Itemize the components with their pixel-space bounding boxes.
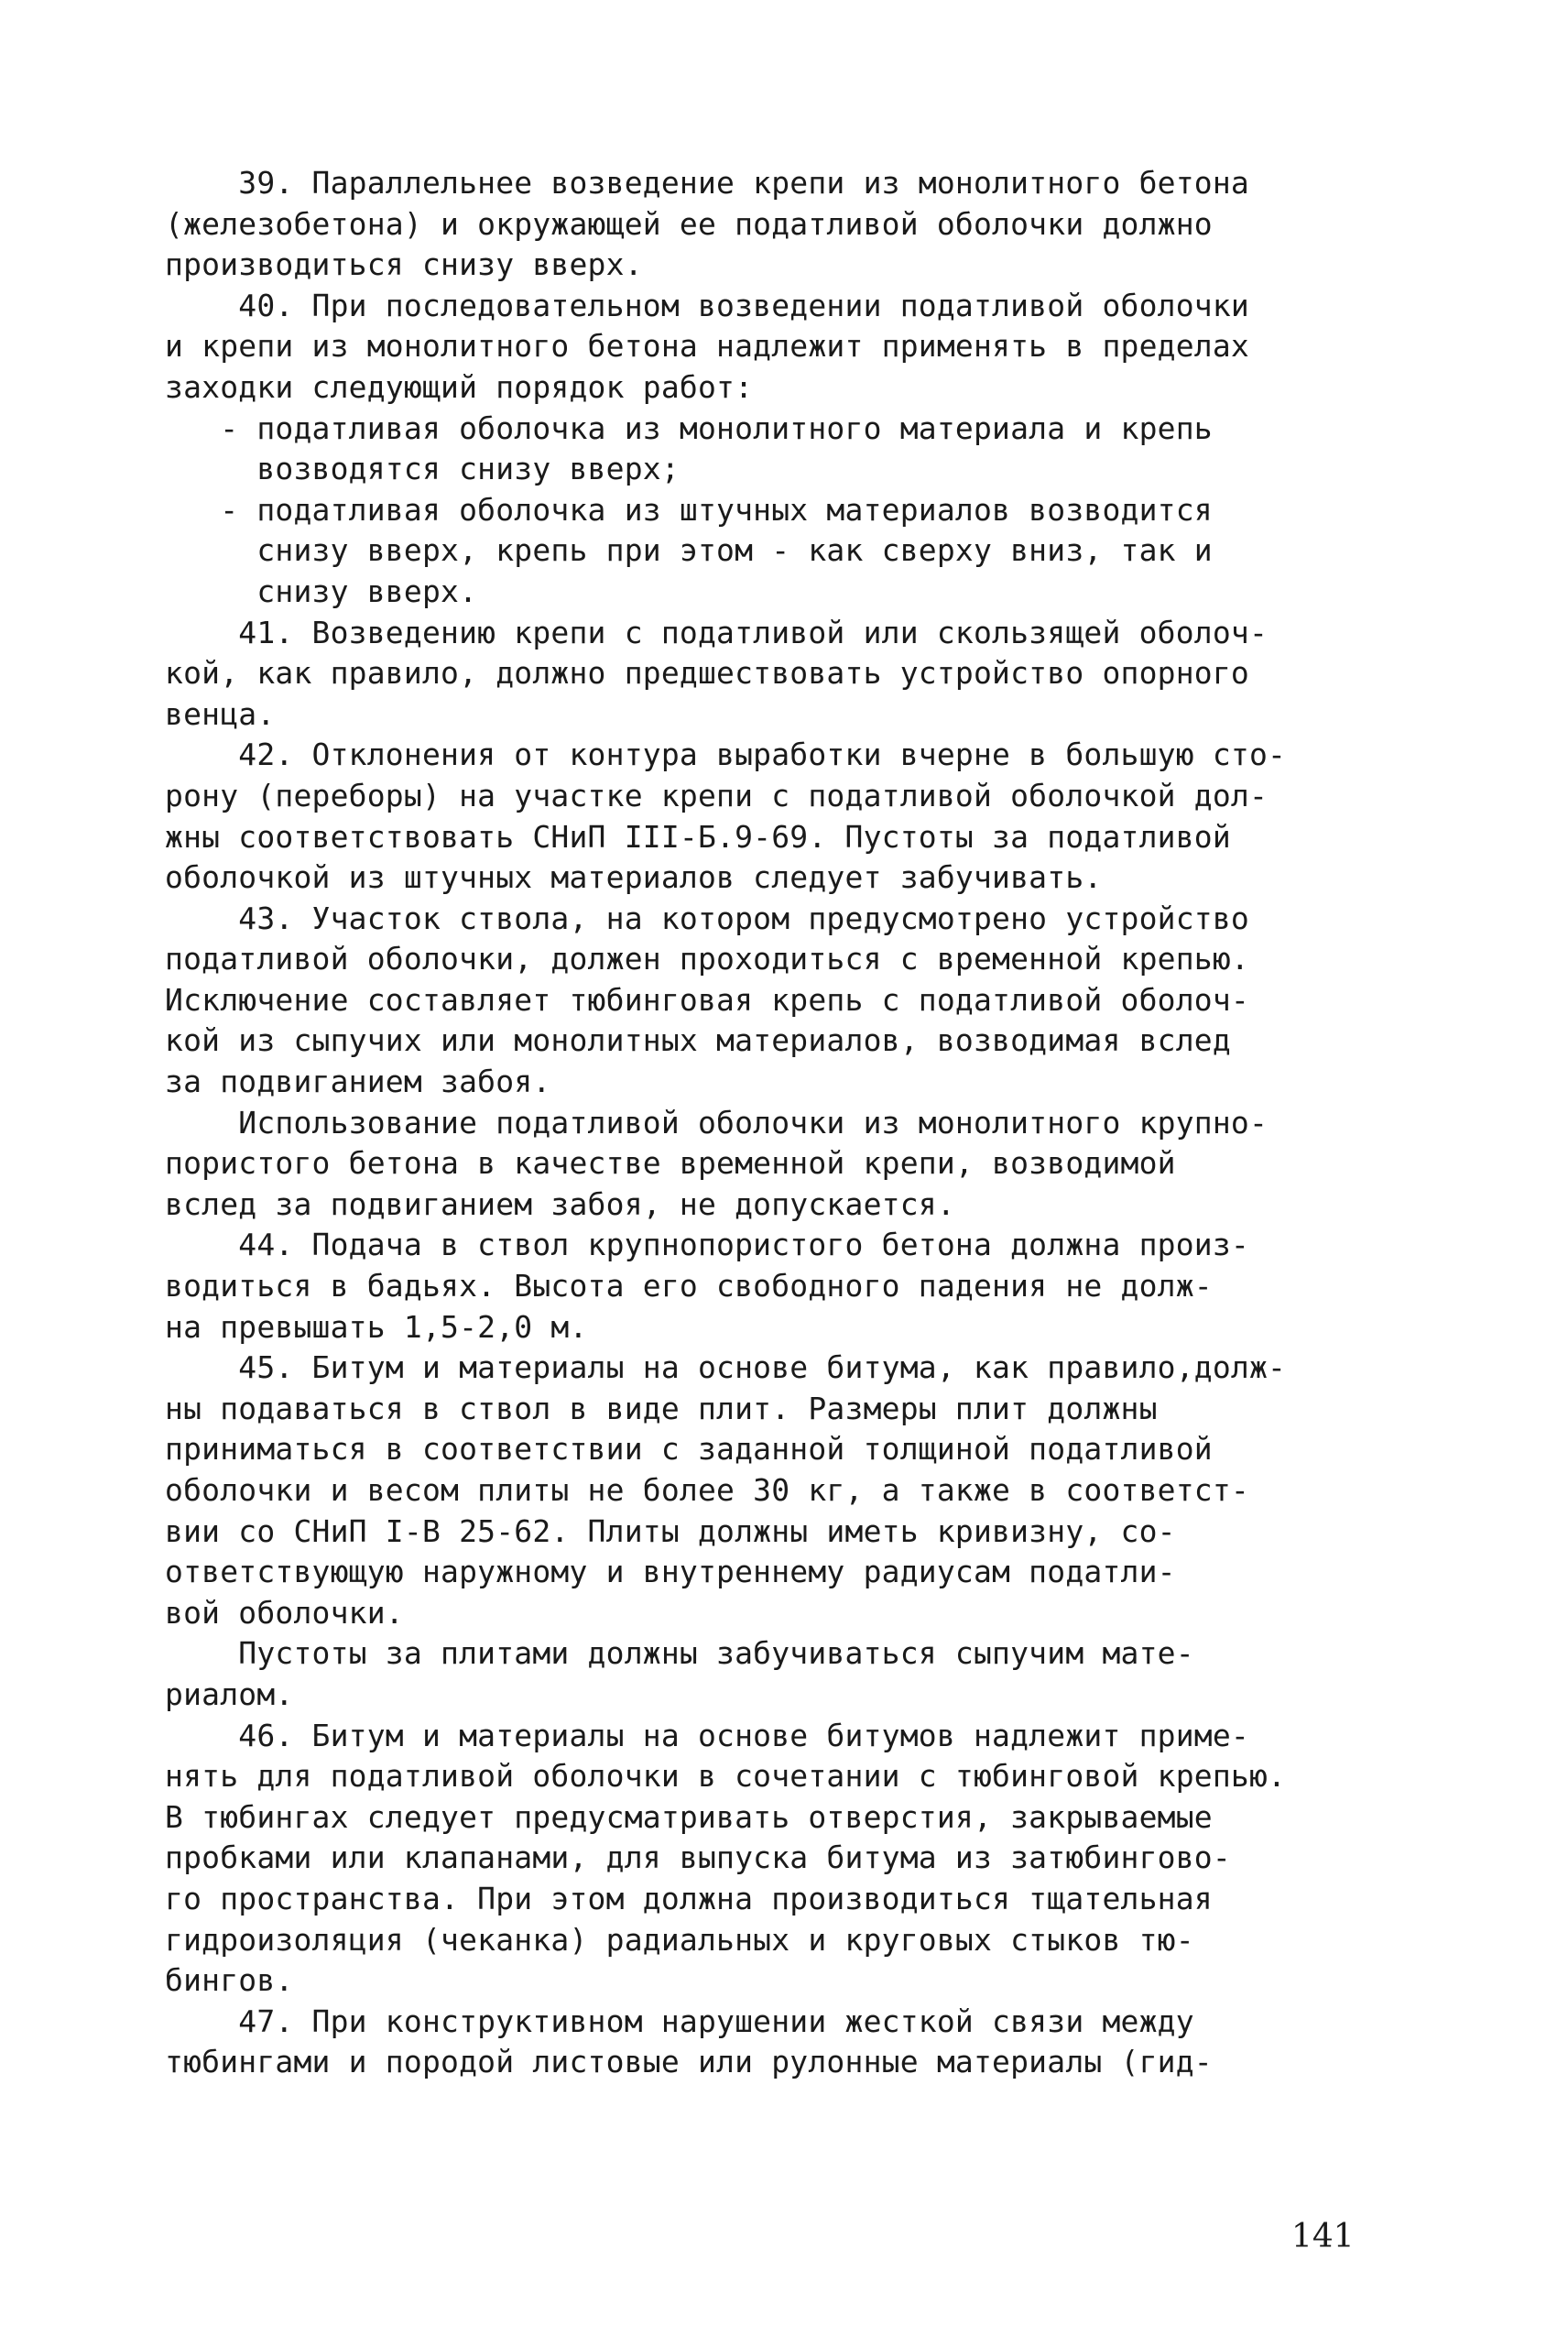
text-line: - податливая оболочка из штучных материалов возводится xyxy=(165,491,1213,528)
text-line: водиться в бадьях. Высота его свободного падения не долж- xyxy=(165,1268,1213,1304)
text-line: кой, как правило, должно предшествовать устройство опорного xyxy=(165,655,1249,692)
text-line: бингов. xyxy=(165,1962,294,1999)
text-line: 43. Участок ствола, на котором предусмотрено устройство xyxy=(165,900,1249,936)
text-line: тюбингами и породой листовые или рулонные материалы (гид- xyxy=(165,2044,1213,2080)
text-line: 42. Отклонения от контура выработки вчерне в большую сто- xyxy=(165,737,1287,773)
text-line: и крепи из монолитного бетона надлежит применять в пределах xyxy=(165,328,1249,365)
text-line: вслед за подвиганием забоя, не допускается. xyxy=(165,1185,955,1222)
text-line: В тюбингах следует предусматривать отверстия, закрываемые xyxy=(165,1798,1213,1835)
text-line: 45. Битум и материалы на основе битума, как правило,долж- xyxy=(165,1349,1287,1386)
text-line: (железобетона) и окружающей ее податливой оболочки должно xyxy=(165,205,1213,242)
text-line: оболочкой из штучных материалов следует забучивать. xyxy=(165,859,1103,896)
text-line: заходки следующий порядок работ: xyxy=(165,368,754,405)
text-line: на превышать 1,5-2,0 м. xyxy=(165,1308,588,1345)
text-line: возводятся снизу вверх; xyxy=(165,451,680,487)
text-line: кой из сыпучих или монолитных материалов, возводимая вслед xyxy=(165,1022,1231,1059)
text-line: вии со СНиП I-В 25-62. Плиты должны иметь кривизну, со- xyxy=(165,1512,1176,1549)
text-line: рону (переборы) на участке крепи с податливой оболочкой дол- xyxy=(165,777,1269,813)
text-line: гидроизоляция (чеканка) радиальных и круговых стыков тю- xyxy=(165,1921,1194,1958)
text-line: го пространства. При этом должна производиться тщательная xyxy=(165,1880,1213,1916)
text-line: Использование податливой оболочки из монолитного крупно- xyxy=(165,1104,1269,1141)
text-line: риалом. xyxy=(165,1676,294,1712)
text-line: пористого бетона в качестве временной крепи, возводимой xyxy=(165,1145,1176,1182)
text-line: 39. Параллельнее возведение крепи из монолитного бетона xyxy=(165,165,1249,201)
text-line: пробками или клапанами, для выпуска битума из затюбингово- xyxy=(165,1839,1231,1876)
text-line: производиться снизу вверх. xyxy=(165,246,643,283)
text-line: податливой оболочки, должен проходиться с временной крепью. xyxy=(165,941,1249,977)
text-line: 41. Возведению крепи с податливой или скользящей оболоч- xyxy=(165,614,1269,650)
text-line: оболочки и весом плиты не более 30 кг, а также в соответст- xyxy=(165,1472,1249,1508)
text-line: снизу вверх, крепь при этом - как сверху вниз, так и xyxy=(165,532,1213,569)
text-line: ны подаваться в ствол в виде плит. Размеры плит должны xyxy=(165,1390,1158,1426)
text-line: венца. xyxy=(165,695,276,732)
page-number: 141 xyxy=(1291,2218,1355,2255)
text-line: жны соответствовать СНиП III-Б.9-69. Пустоты за податливой xyxy=(165,818,1231,855)
body-text xyxy=(165,163,1447,2083)
text-line: нять для податливой оболочки в сочетании с тюбинговой крепью. xyxy=(165,1758,1287,1795)
text-line: 40. При последовательном возведении податливой оболочки xyxy=(165,287,1249,323)
text-line: ответствующую наружному и внутреннему радиусам податли- xyxy=(165,1554,1176,1590)
text-line: Исключение составляет тюбинговая крепь с податливой оболоч- xyxy=(165,981,1249,1018)
text-line: вой оболочки. xyxy=(165,1594,404,1631)
text-line: 44. Подача в ствол крупнопористого бетона должна произ- xyxy=(165,1227,1249,1263)
text-line: приниматься в соответствии с заданной толщиной податливой xyxy=(165,1431,1213,1468)
text-line: за подвиганием забоя. xyxy=(165,1064,551,1100)
text-line: 46. Битум и материалы на основе битумов надлежит приме- xyxy=(165,1717,1249,1753)
text-line: - податливая оболочка из монолитного материала и крепь xyxy=(165,409,1213,446)
text-line: 47. При конструктивном нарушении жесткой связи между xyxy=(165,2003,1194,2039)
text-line: снизу вверх. xyxy=(165,573,478,609)
text-line: Пустоты за плитами должны забучиваться сыпучим мате- xyxy=(165,1635,1194,1672)
